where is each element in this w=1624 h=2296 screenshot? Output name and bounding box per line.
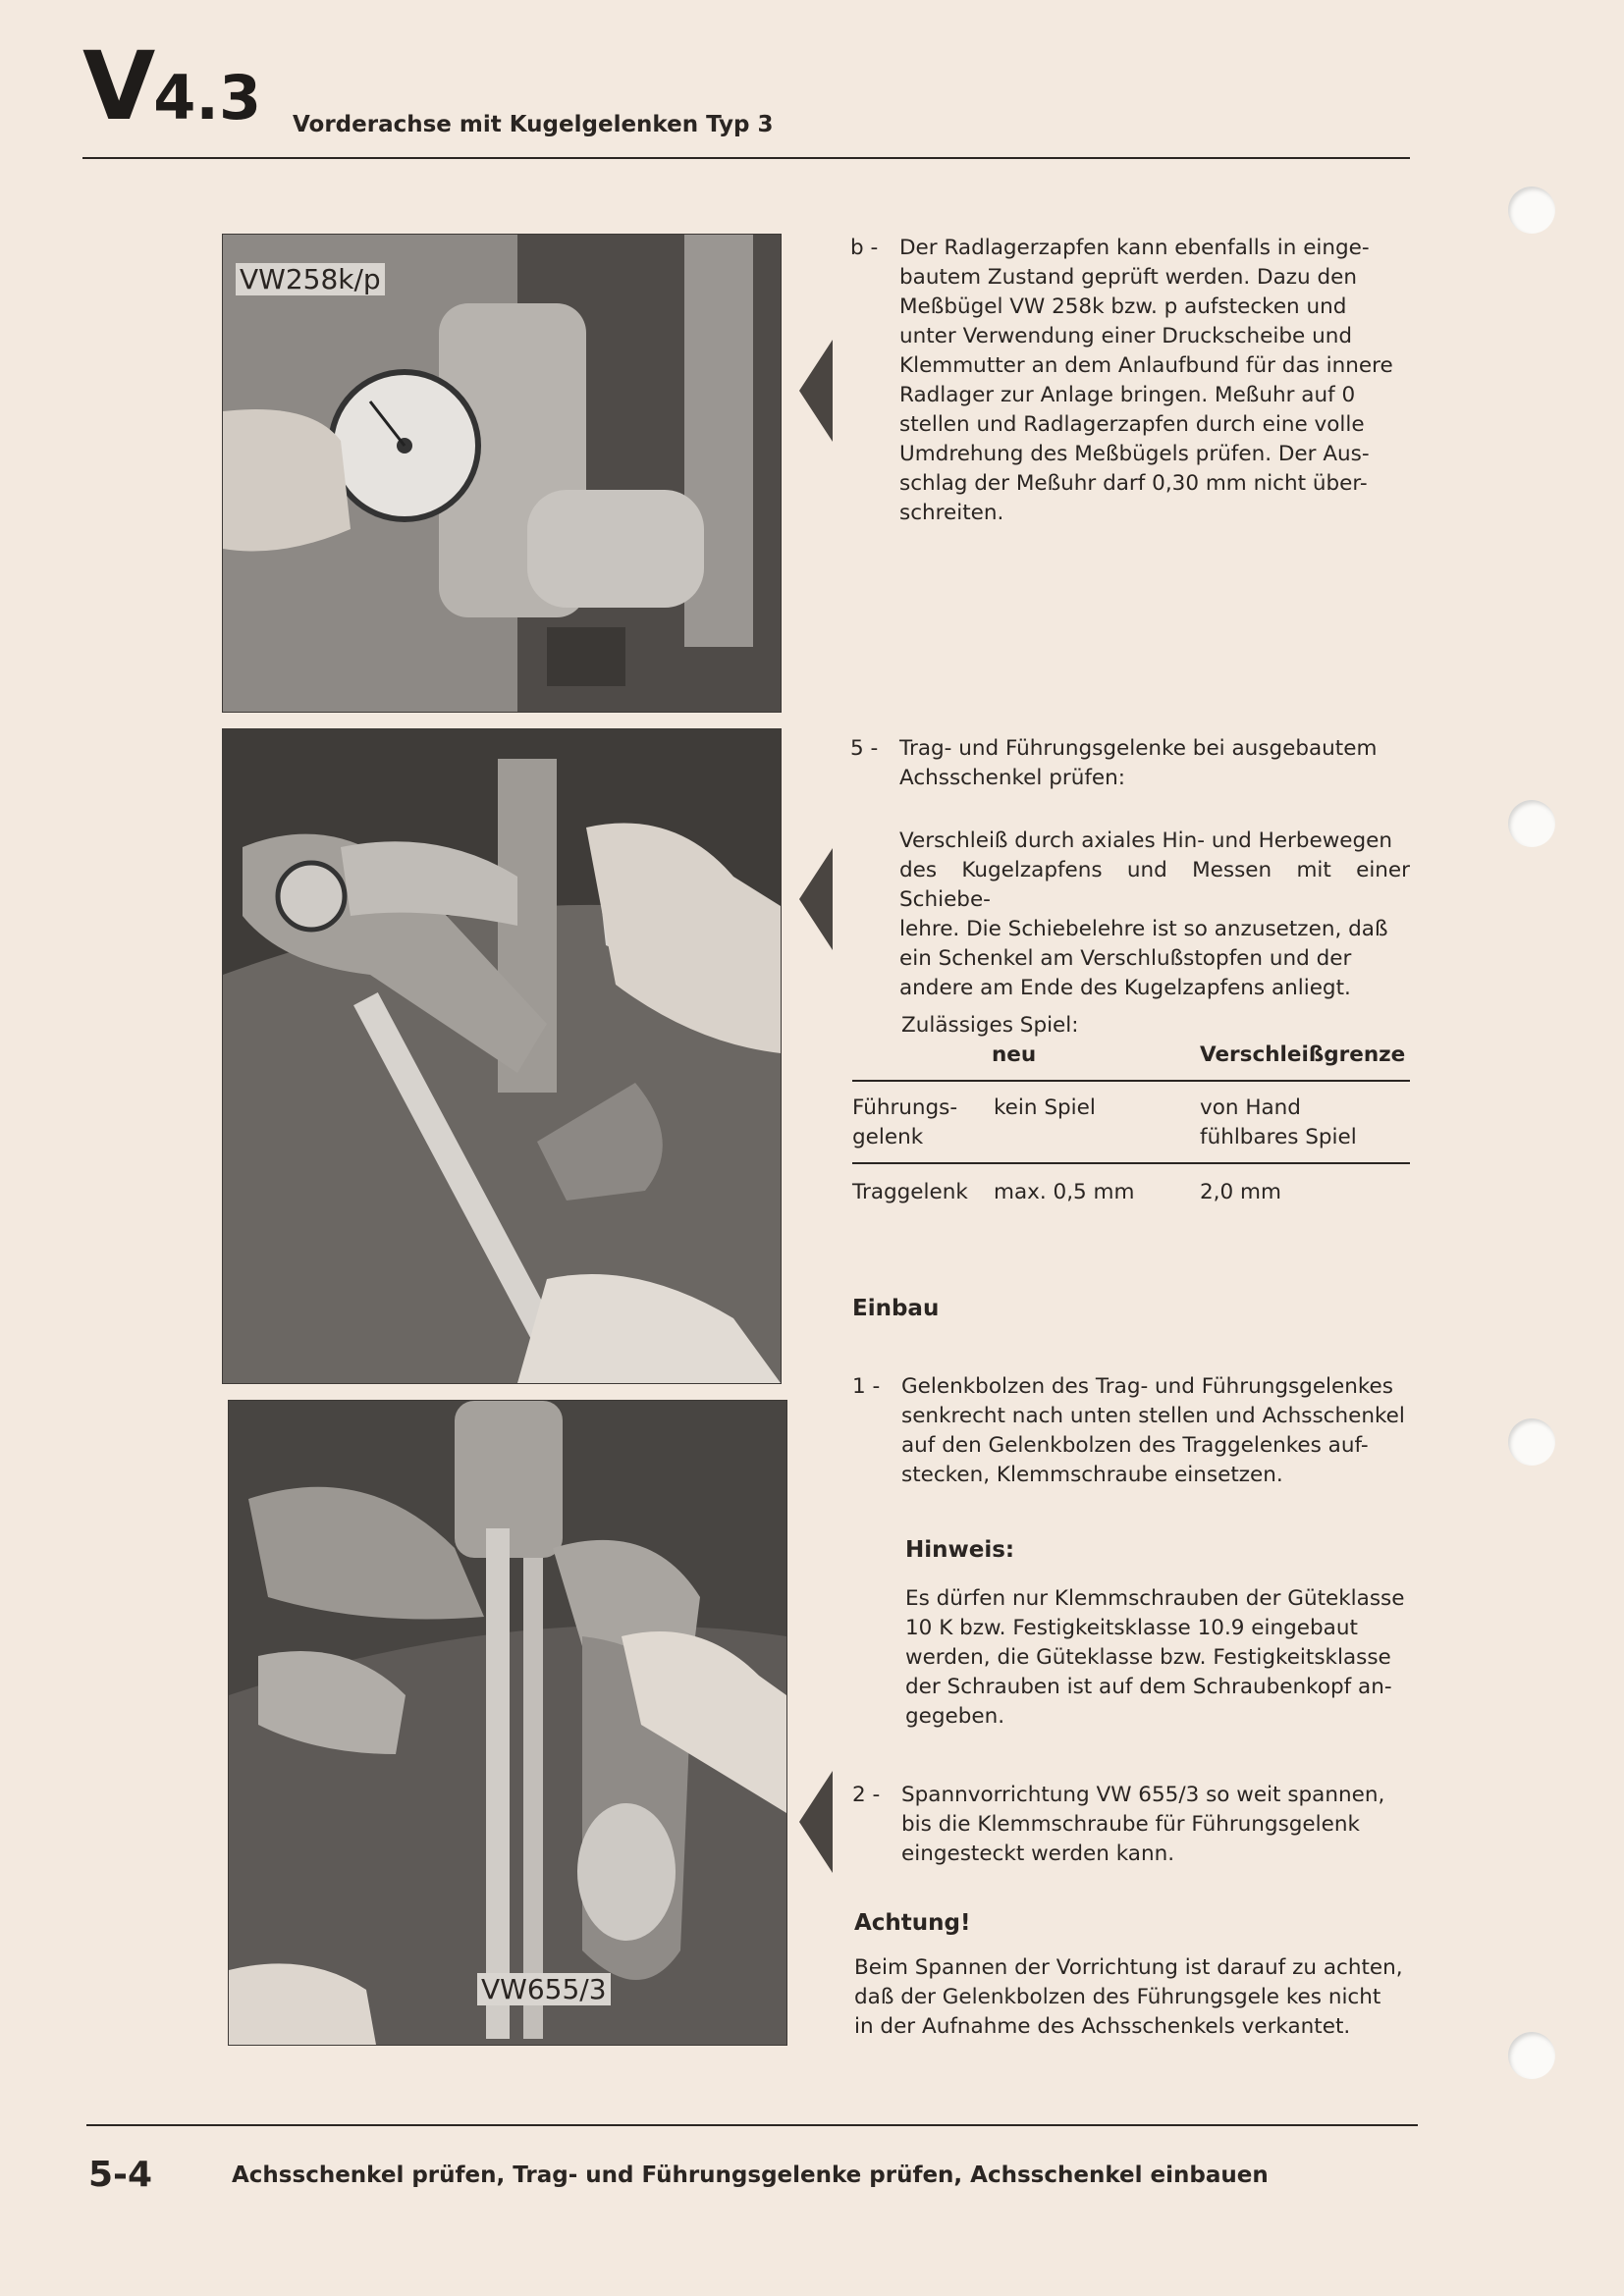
text-line: lehre. Die Schiebelehre ist so anzusetzen, daß	[899, 917, 1388, 941]
section-b-marker: b -	[850, 236, 879, 260]
table-row-new: max. 0,5 mm	[994, 1180, 1135, 1204]
achtung-heading: Achtung!	[854, 1910, 971, 1936]
chapter-code	[82, 31, 262, 141]
text-line: Radlager zur Anlage bringen. Meßuhr auf 0	[899, 383, 1356, 407]
table-row-new: kein Spiel	[994, 1095, 1096, 1120]
footer-title: Achsschenkel prüfen, Trag- und Führungsgelenke prüfen, Achsschenkel einbauen	[232, 2163, 1269, 2188]
text-line: auf den Gelenkbolzen des Traggelenkes auf-	[901, 1433, 1369, 1458]
text-line: Es dürfen nur Klemmschrauben der Güteklasse	[905, 1586, 1405, 1611]
pointer-arrow-3	[799, 1771, 833, 1873]
text-line: Der Radlagerzapfen kann ebenfalls in einge-	[899, 236, 1370, 260]
hinweis-heading: Hinweis:	[905, 1537, 1015, 1563]
step-2-text	[901, 1781, 1410, 1869]
text-line: eingesteckt werden kann.	[901, 1842, 1175, 1866]
text-line: schreiten.	[899, 501, 1004, 525]
text-line: Trag- und Führungsgelenke bei ausgebautem	[899, 736, 1378, 761]
section-5-heading	[899, 734, 1410, 793]
table-header-limit: Verschleißgrenze	[1200, 1042, 1406, 1067]
text-line: werden, die Güteklasse bzw. Festigkeitsklasse	[905, 1645, 1391, 1670]
photo-spanning-tool	[228, 1400, 787, 2046]
photo-spanning-tool-image	[229, 1401, 786, 2045]
punch-hole-4	[1508, 2032, 1555, 2079]
table-row-limit	[1200, 1094, 1357, 1152]
table-row-limit: 2,0 mm	[1200, 1180, 1281, 1204]
text-line: Achsschenkel prüfen:	[899, 766, 1125, 790]
achtung-text	[854, 1953, 1410, 2042]
text-line: schlag der Meßuhr darf 0,30 mm nicht über-	[899, 471, 1368, 496]
text-line: Gelenkbolzen des Trag- und Führungsgelenkes	[901, 1374, 1393, 1399]
text-line: gegeben.	[905, 1704, 1005, 1729]
pointer-arrow-1	[799, 340, 833, 442]
table-cell: fühlbares Spiel	[1200, 1125, 1357, 1149]
text-line: der Schrauben ist auf dem Schraubenkopf an-	[905, 1675, 1392, 1699]
text-line: ein Schenkel am Verschlußstopfen und der	[899, 946, 1352, 971]
text-line: senkrecht nach unten stellen und Achsschenkel	[901, 1404, 1405, 1428]
section-b-text	[899, 234, 1410, 528]
photo1-tool-label: VW258k/p	[236, 263, 385, 295]
text-line: Umdrehung des Meßbügels prüfen. Der Aus-	[899, 442, 1370, 466]
punch-hole-3	[1508, 1418, 1555, 1466]
text-line: Verschleiß durch axiales Hin- und Herbewegen	[899, 828, 1393, 853]
header-rule	[82, 157, 1410, 159]
chapter-letter: V	[82, 31, 154, 141]
table-cell: von Hand	[1200, 1095, 1301, 1120]
photo3-tool-label: VW655/3	[477, 1973, 611, 2005]
text-line: bis die Klemmschraube für Führungsgelenk	[901, 1812, 1360, 1837]
text-line: stellen und Radlagerzapfen durch eine volle	[899, 412, 1365, 437]
chapter-number: 4.3	[153, 62, 262, 133]
text-line: 10 K bzw. Festigkeitsklasse 10.9 eingebaut	[905, 1616, 1358, 1640]
photo-caliper-check-image	[223, 729, 781, 1383]
text-line: Klemmutter an dem Anlaufbund für das innere	[899, 353, 1393, 378]
photo-measuring-gauge	[222, 234, 782, 713]
table-rule-top	[852, 1080, 1410, 1082]
text-line: Beim Spannen der Vorrichtung ist darauf zu achten,	[854, 1955, 1403, 1980]
table-cell: gelenk	[852, 1125, 924, 1149]
text-line: in der Aufnahme des Achsschenkels verkantet.	[854, 2014, 1351, 2039]
text-line: bautem Zustand geprüft werden. Dazu den	[899, 265, 1358, 290]
section-5-body	[899, 827, 1410, 1003]
text-line: daß der Gelenkbolzen des Führungsgele kes nicht	[854, 1985, 1381, 2009]
pointer-arrow-2	[799, 848, 833, 950]
text-line: Meßbügel VW 258k bzw. p aufstecken und	[899, 294, 1347, 319]
table-caption: Zulässiges Spiel:	[901, 1013, 1079, 1038]
step-1-text	[901, 1372, 1410, 1490]
section-5-marker: 5 -	[850, 736, 879, 761]
punch-hole-2	[1508, 800, 1555, 847]
einbau-heading: Einbau	[852, 1296, 940, 1321]
text-line: unter Verwendung einer Druckscheibe und	[899, 324, 1352, 348]
text-line: andere am Ende des Kugelzapfens anliegt.	[899, 976, 1351, 1000]
table-rule-middle	[852, 1162, 1410, 1164]
step-1-marker: 1 -	[852, 1374, 881, 1399]
photo-caliper-check	[222, 728, 782, 1384]
hinweis-text	[905, 1584, 1410, 1732]
text-line: Spannvorrichtung VW 655/3 so weit spannen,	[901, 1783, 1385, 1807]
text-line: stecken, Klemmschraube einsetzen.	[901, 1463, 1283, 1487]
table-row-part: Traggelenk	[852, 1180, 968, 1204]
table-row-part	[852, 1094, 957, 1152]
page-number: 5-4	[88, 2155, 153, 2195]
table-cell: Führungs-	[852, 1095, 958, 1120]
footer-rule	[86, 2124, 1418, 2126]
punch-hole-1	[1508, 187, 1555, 234]
table-header-new: neu	[992, 1042, 1037, 1067]
page-title: Vorderachse mit Kugelgelenken Typ 3	[293, 112, 774, 137]
photo-measuring-gauge-image	[223, 235, 781, 712]
text-line: des Kugelzapfens und Messen mit einer Schiebe-	[899, 858, 1410, 912]
step-2-marker: 2 -	[852, 1783, 881, 1807]
